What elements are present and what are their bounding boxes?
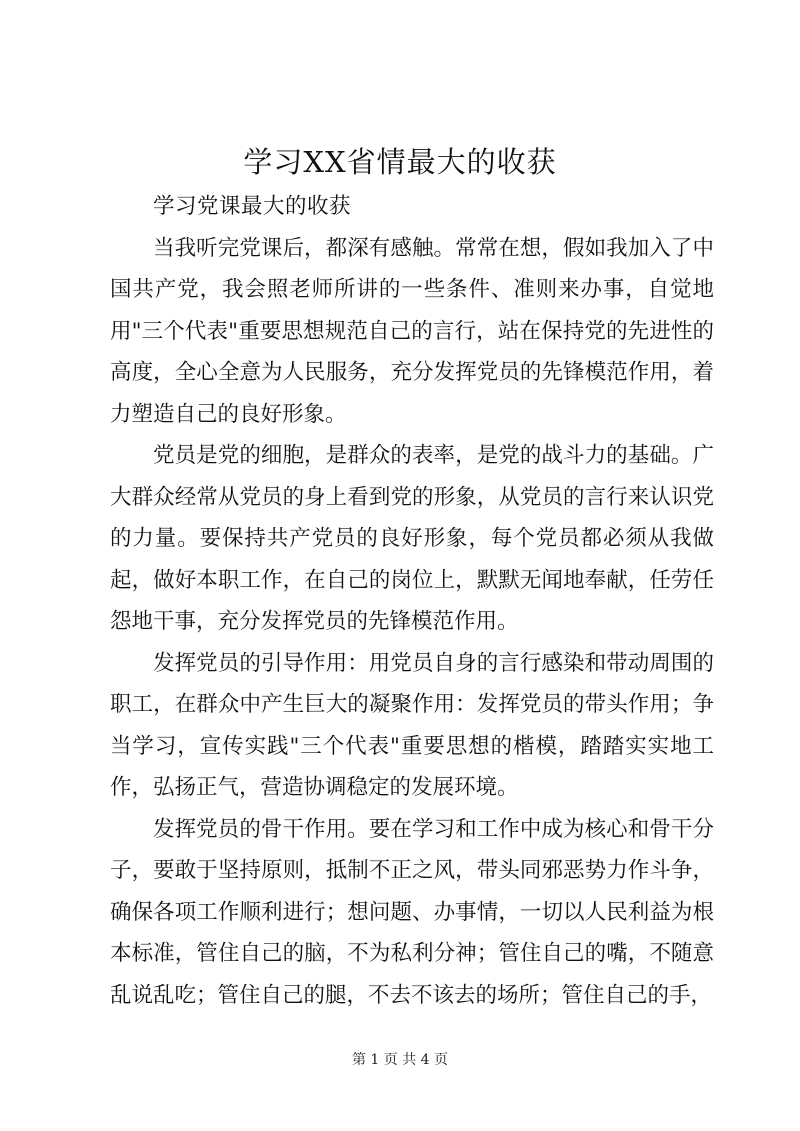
page-footer: 第 1 页 共 4 页	[351, 1052, 449, 1068]
paragraph-1: 当我听完党课后，都深有感触。常常在想，假如我加入了中国共产党，我会照老师所讲的一些条件、准则来办事，自觉地用"三个代表"重要思想规范自己的言行，站在保持党的先进性的高度，全心全意为人民服务，充分发挥党员的先锋模范作用，着力塑造自己的良好形象。	[110, 235, 714, 427]
document-body	[110, 186, 714, 1016]
paragraph-3: 发挥党员的引导作用：用党员自身的言行感染和带动周围的职工，在群众中产生巨大的凝聚作用：发挥党员的带头作用；争当学习，宣传实践"三个代表"重要思想的楷模，踏踏实实地工作，弘扬正气，营造协调稳定的发展环境。	[110, 650, 714, 800]
document-subtitle: 学习党课最大的收获	[153, 194, 352, 219]
document-title: 学习XX省情最大的收获	[243, 145, 557, 179]
paragraph-4: 发挥党员的骨干作用。要在学习和工作中成为核心和骨干分子，要敢于坚持原则，抵制不正之风，带头同邪恶势力作斗争，确保各项工作顺利进行；想问题、办事情，一切以人民利益为根本标准，管住自己的脑，不为私利分神；管住自己的嘴，不随意乱说乱吃；管住自己的腿，不去不该去的场所；管住自己的手，	[110, 816, 714, 1008]
paragraph-2: 党员是党的细胞，是群众的表率，是党的战斗力的基础。广大群众经常从党员的身上看到党的形象，从党员的言行来认识党的力量。要保持共产党员的良好形象，每个党员都必须从我做起，做好本职工作，在自己的岗位上，默默无闻地奉献，任劳任怨地干事，充分发挥党员的先锋模范作用。	[110, 443, 714, 634]
